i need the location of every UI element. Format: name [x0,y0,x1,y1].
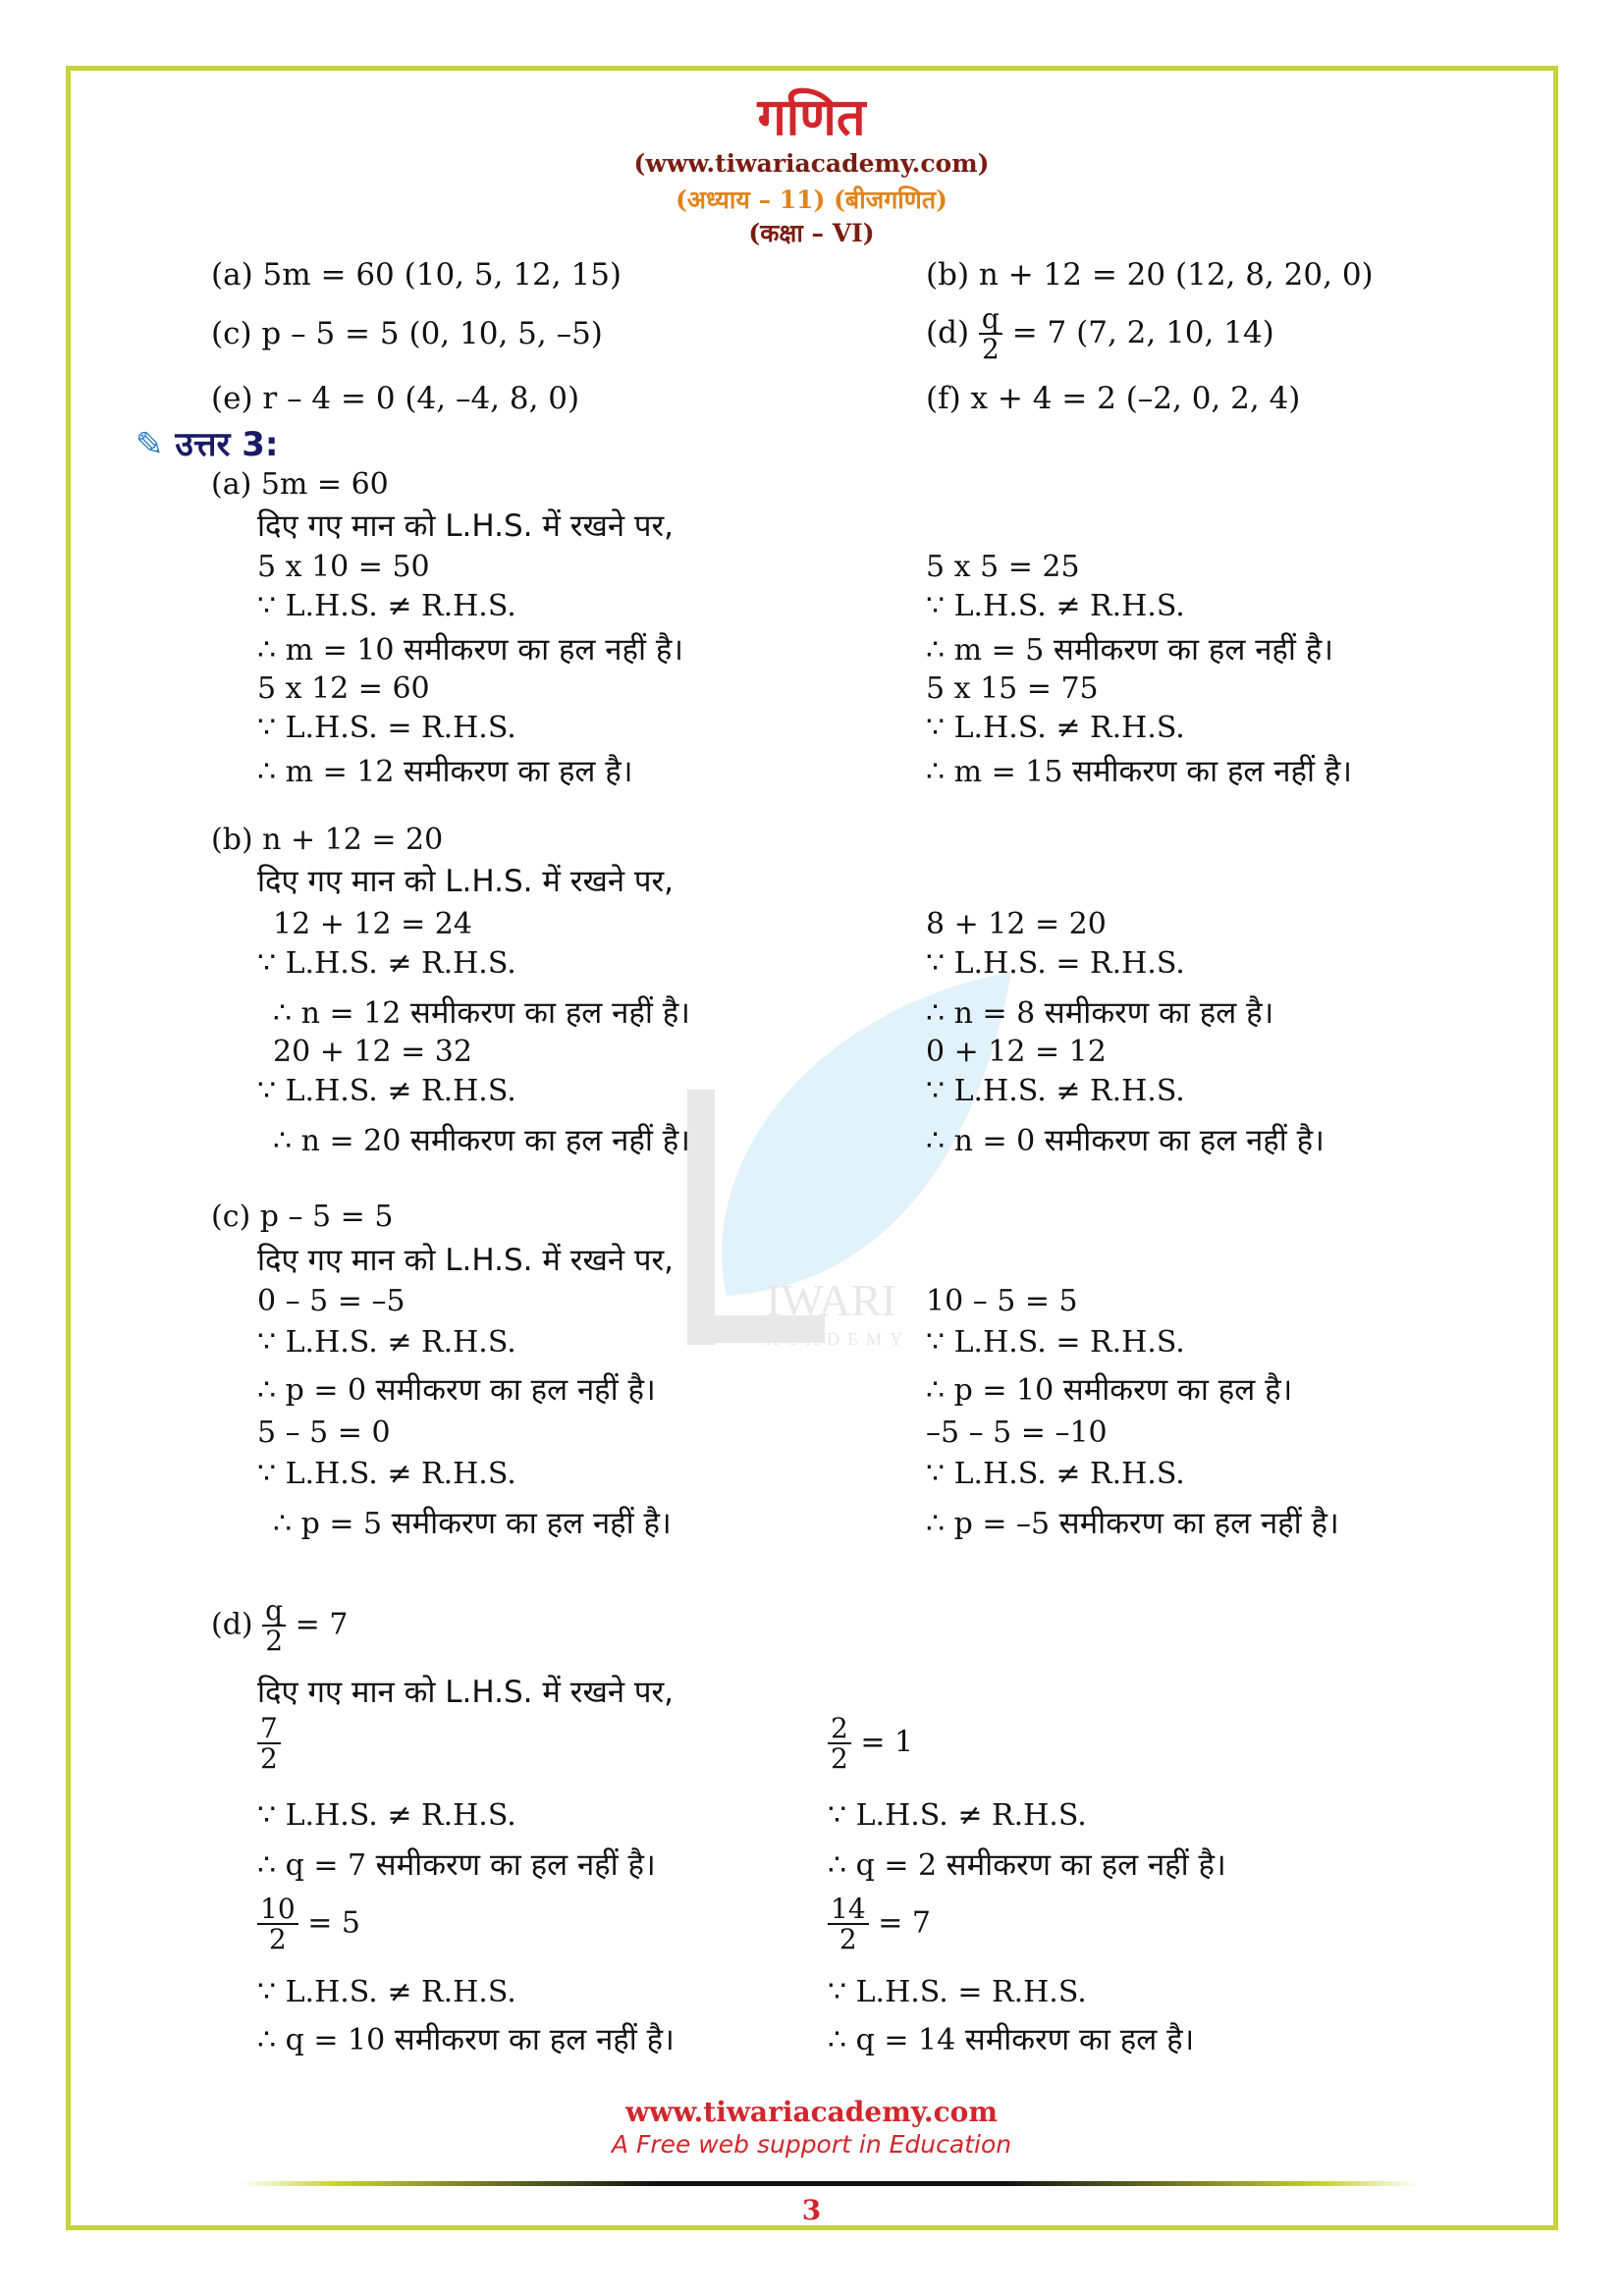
solution-d-conclusion: ∴ q = 7 समीकरण का हल नहीं है। [257,1847,656,1883]
solution-a-compare: ∵ L.H.S. ≠ R.H.S. [257,589,516,623]
solution-b-calc: 20 + 12 = 32 [273,1035,472,1069]
solution-c-calc: –5 – 5 = –10 [926,1415,1108,1450]
solution-c-conclusion: ∴ p = 0 समीकरण का हल नहीं है। [257,1372,656,1408]
solution-c-compare: ∵ L.H.S. ≠ R.H.S. [257,1457,516,1491]
solution-b-header: (b) n + 12 = 20 [211,823,444,857]
solution-d-fraction: $\frac{14}{2}$ = 7 [828,1895,931,1954]
solution-c-calc: 10 – 5 = 5 [926,1284,1078,1318]
solution-c-header: (c) p – 5 = 5 [211,1200,394,1234]
footer-divider [241,2181,1419,2186]
solution-a-intro: दिए गए मान को L.H.S. में रखने पर, [257,508,675,544]
solution-c-intro: दिए गए मान को L.H.S. में रखने पर, [257,1243,675,1278]
solution-b-calc: 0 + 12 = 12 [926,1035,1107,1069]
solution-a-calc: 5 x 12 = 60 [257,671,430,706]
solution-b-intro: दिए गए मान को L.H.S. में रखने पर, [257,864,675,899]
watermark-subtext: ACADEMY [766,1329,911,1349]
class-label: (कक्षा – VI) [748,219,875,247]
solution-d-compare: ∵ L.H.S. ≠ R.H.S. [828,1798,1087,1833]
solution-d-conclusion: ∴ q = 14 समीकरण का हल है। [828,2022,1195,2057]
footer-tagline: A Free web support in Education [611,2130,1012,2159]
solution-d-fraction: $\frac{10}{2}$ = 5 [257,1895,360,1954]
solution-a-conclusion: ∴ m = 10 समीकरण का हल नहीं है। [257,632,684,667]
solution-b-conclusion: ∴ n = 0 समीकरण का हल नहीं है। [926,1123,1325,1158]
solution-a-calc: 5 x 5 = 25 [926,550,1080,584]
solution-c-conclusion: ∴ p = 10 समीकरण का हल है। [926,1372,1293,1408]
solution-d-header: (d) $\frac{q}{2}$ = 7 [211,1594,349,1658]
page-title: गणित [757,88,866,147]
tiwari-leaf-watermark [668,972,1021,1384]
page-number: 3 [801,2194,822,2226]
solution-c-compare: ∵ L.H.S. ≠ R.H.S. [926,1457,1185,1491]
solution-c-conclusion: ∴ p = 5 समीकरण का हल नहीं है। [273,1506,672,1541]
solution-a-calc: 5 x 15 = 75 [926,671,1099,706]
solution-c-conclusion: ∴ p = –5 समीकरण का हल नहीं है। [926,1506,1339,1541]
question-e: (e) r – 4 = 0 (4, –4, 8, 0) [211,381,580,416]
solution-a-compare: ∵ L.H.S. = R.H.S. [257,711,516,745]
solution-d-conclusion: ∴ q = 2 समीकरण का हल नहीं है। [828,1847,1226,1883]
solution-a-header: (a) 5m = 60 [211,467,389,502]
pen-icon: ✎ [135,425,164,464]
solution-b-compare: ∵ L.H.S. = R.H.S. [926,946,1185,981]
solution-a-conclusion: ∴ m = 12 समीकरण का हल है। [257,754,633,789]
solution-a-compare: ∵ L.H.S. ≠ R.H.S. [926,711,1185,745]
solution-d-fraction: $\frac{7}{2}$ [257,1714,281,1774]
solution-b-calc: 8 + 12 = 20 [926,907,1107,941]
website-link[interactable]: (www.tiwariacademy.com) [633,149,990,178]
solution-c-compare: ∵ L.H.S. ≠ R.H.S. [257,1325,516,1360]
solution-b-calc: 12 + 12 = 24 [273,907,472,941]
solution-b-conclusion: ∴ n = 20 समीकरण का हल नहीं है। [273,1123,690,1158]
watermark-text: IWARI [766,1275,896,1325]
solution-c-compare: ∵ L.H.S. = R.H.S. [926,1325,1185,1360]
solution-a-calc: 5 x 10 = 50 [257,550,430,584]
solution-a-conclusion: ∴ m = 5 समीकरण का हल नहीं है। [926,632,1333,667]
chapter-label: (अध्याय – 11) (बीजगणित) [676,186,947,214]
solution-d-compare: ∵ L.H.S. ≠ R.H.S. [257,1975,516,2009]
solution-d-intro: दिए गए मान को L.H.S. में रखने पर, [257,1675,675,1710]
question-c: (c) p – 5 = 5 (0, 10, 5, –5) [211,316,603,351]
solution-c-calc: 0 – 5 = –5 [257,1284,406,1318]
footer-website-link[interactable]: www.tiwariacademy.com [625,2096,998,2128]
question-a: (a) 5m = 60 (10, 5, 12, 15) [211,257,622,293]
solution-a-conclusion: ∴ m = 15 समीकरण का हल नहीं है। [926,754,1353,789]
solution-c-calc: 5 – 5 = 0 [257,1415,391,1450]
question-b: (b) n + 12 = 20 (12, 8, 20, 0) [926,257,1374,293]
question-f: (f) x + 4 = 2 (–2, 0, 2, 4) [926,381,1301,416]
solution-d-compare: ∵ L.H.S. = R.H.S. [828,1975,1087,2009]
solution-b-compare: ∵ L.H.S. ≠ R.H.S. [257,946,516,981]
solution-d-conclusion: ∴ q = 10 समीकरण का हल नहीं है। [257,2022,675,2057]
answer-heading: ✎ उत्तर 3: [135,425,279,464]
solution-b-conclusion: ∴ n = 8 समीकरण का हल है। [926,995,1274,1031]
solution-a-compare: ∵ L.H.S. ≠ R.H.S. [926,589,1185,623]
solution-d-fraction: $\frac{2}{2}$ = 1 [828,1714,913,1774]
question-d: (d) $\frac{q}{2}$ = 7 (7, 2, 10, 14) [926,302,1274,366]
solution-b-compare: ∵ L.H.S. ≠ R.H.S. [257,1074,516,1108]
solution-b-conclusion: ∴ n = 12 समीकरण का हल नहीं है। [273,995,690,1031]
solution-b-compare: ∵ L.H.S. ≠ R.H.S. [926,1074,1185,1108]
solution-d-compare: ∵ L.H.S. ≠ R.H.S. [257,1798,516,1833]
